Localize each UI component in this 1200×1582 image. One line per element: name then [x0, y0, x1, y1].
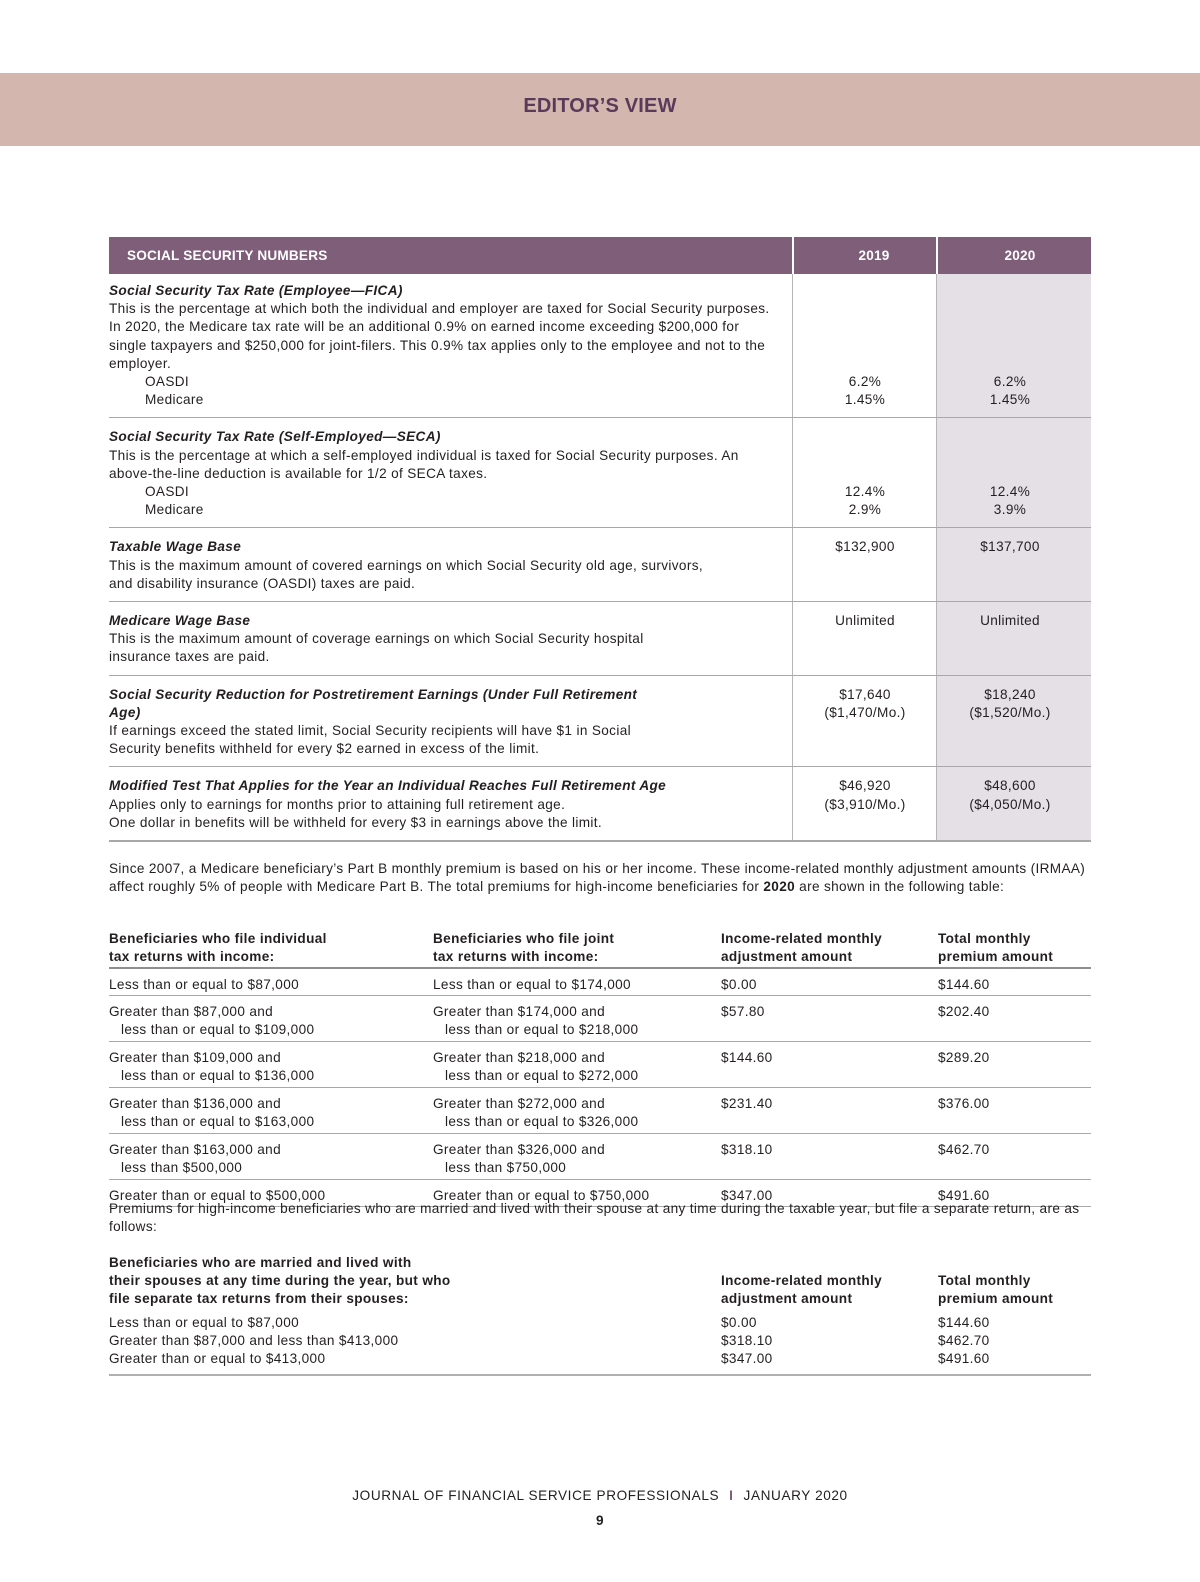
income-line: less than or equal to $326,000	[445, 1114, 639, 1130]
total-premium-cell: $376.00	[938, 1096, 990, 1111]
individual-income-cell	[109, 1095, 314, 1131]
header-title: SOCIAL SECURITY NUMBERS	[127, 248, 328, 263]
irmaa-table	[109, 930, 1091, 1207]
income-line: less than or equal to $109,000	[121, 1022, 315, 1038]
row-description: This is the percentage at which a self-employed individual is taxed for Social Security purposes. An above-the-line deduction is available for 1/2 of SECA taxes.	[109, 447, 739, 481]
income-line: less than $500,000	[121, 1160, 243, 1176]
value-cell: $132,900	[835, 539, 895, 555]
header-2019: 2019	[858, 248, 890, 263]
joint-income-cell	[433, 1141, 605, 1177]
header-line: Beneficiaries who file individual	[109, 931, 327, 946]
header-line: adjustment amount	[721, 949, 853, 965]
values-2019	[792, 483, 938, 519]
total-premium-cell: $462.70	[938, 1333, 990, 1349]
value-cell: $137,700	[980, 539, 1040, 555]
income-cell: Less than or equal to $87,000	[109, 1315, 300, 1330]
value-cell: ($3,910/Mo.)	[824, 796, 906, 812]
individual-income-cell	[109, 1003, 314, 1039]
joint-income-cell	[433, 976, 631, 994]
values-2019	[792, 686, 938, 722]
value-cell: 1.45%	[989, 392, 1031, 408]
value-cell: 12.4%	[989, 484, 1031, 500]
value-cell: 6.2%	[848, 374, 882, 390]
values-2020	[937, 777, 1083, 813]
income-line: Less than or equal to $174,000	[433, 977, 631, 992]
row-title: Modified Test That Applies for the Year an Individual Reaches Full Retirement Age	[109, 778, 667, 794]
values-2020	[937, 483, 1083, 519]
value-cell: 1.45%	[844, 392, 886, 408]
header-divider	[792, 237, 794, 274]
irmaa-intro-year: 2020	[763, 879, 796, 895]
header-line: tax returns with income:	[433, 949, 599, 965]
adjustment-cell: $318.10	[721, 1142, 773, 1157]
adjustment-cell: $144.60	[721, 1050, 773, 1065]
adjustment-cell: $0.00	[721, 977, 757, 992]
individual-income-cell	[109, 976, 299, 994]
header-line: premium amount	[938, 949, 1054, 965]
header-adjustment	[721, 1272, 882, 1308]
row-description: One dollar in benefits will be withheld for every $3 in earnings above the limit.	[109, 814, 603, 830]
value-cell: $46,920	[839, 778, 891, 794]
married-table	[109, 1254, 1091, 1376]
income-line: Greater than $218,000 and	[433, 1050, 606, 1065]
page-footer	[0, 1488, 1200, 1503]
header-adjustment	[721, 930, 882, 966]
total-premium-cell: $202.40	[938, 1004, 990, 1019]
married-intro: Premiums for high-income beneficiaries who are married and lived with their spouse at any time during the taxable year, but file a separate return, are as follows:	[109, 1201, 1080, 1235]
section-title: EDITOR’S VIEW	[523, 95, 677, 117]
row-description: If earnings exceed the stated limit, Social Security recipients will have $1 in Social Security benefits withheld for every $2 earned in excess of the limit.	[109, 723, 631, 757]
page-number: 9	[596, 1513, 604, 1528]
adjustment-cell: $0.00	[721, 1315, 757, 1330]
joint-income-cell	[433, 1049, 638, 1085]
total-premium-cell: $144.60	[938, 1315, 990, 1330]
row-title: Social Security Reduction for Postretirement Earnings (Under Full Retirement Age)	[109, 686, 638, 720]
joint-income-cell	[433, 1095, 638, 1131]
irmaa-intro-text: are shown in the following table:	[795, 879, 1005, 895]
header-line: Income-related monthly	[721, 1273, 883, 1288]
row-item-label: Medicare	[145, 502, 204, 518]
income-line: less than or equal to $163,000	[121, 1114, 315, 1130]
header-banner	[0, 73, 1200, 146]
individual-income-cell	[109, 1141, 281, 1177]
footer-separator: I	[729, 1488, 734, 1503]
row-description: This is the maximum amount of coverage earnings on which Social Security hospital insurance taxes are paid.	[109, 631, 644, 665]
header-line: premium amount	[938, 1291, 1054, 1307]
total-premium-cell: $491.60	[938, 1188, 990, 1203]
row-description: Applies only to earnings for months prior to attaining full retirement age.	[109, 796, 566, 812]
row-description: This is the maximum amount of covered earnings on which Social Security old age, survivors, and disability insurance (OASDI) taxes are paid.	[109, 557, 703, 591]
values-2020	[937, 373, 1083, 409]
row-item-label: OASDI	[145, 484, 190, 500]
row-title: Social Security Tax Rate (Self-Employed—SECA)	[109, 429, 441, 445]
income-line: Greater than $174,000 and	[433, 1004, 606, 1019]
adjustment-cell: $347.00	[721, 1351, 773, 1367]
income-line: Greater than or equal to $750,000	[433, 1188, 650, 1203]
total-premium-cell: $462.70	[938, 1142, 990, 1157]
income-cell: Greater than or equal to $413,000	[109, 1351, 326, 1367]
journal-name: JOURNAL OF FINANCIAL SERVICE PROFESSIONALS	[352, 1488, 720, 1503]
irmaa-rows	[109, 969, 1091, 1207]
header-total	[938, 1272, 1053, 1308]
value-cell: $17,640	[839, 686, 891, 702]
value-cell: ($4,050/Mo.)	[969, 796, 1051, 812]
adjustment-cell: $231.40	[721, 1096, 773, 1111]
adjustment-cell: $57.80	[721, 1004, 765, 1019]
income-line: Greater than $272,000 and	[433, 1096, 606, 1111]
income-line: less than or equal to $136,000	[121, 1068, 315, 1084]
header-line: file separate tax returns from their spouses:	[109, 1291, 409, 1307]
income-cell: Greater than $87,000 and less than $413,000	[109, 1333, 399, 1349]
individual-income-cell	[109, 1049, 314, 1085]
table-row	[109, 418, 1091, 528]
income-line: Greater than $109,000 and	[109, 1050, 282, 1065]
adjustment-cell: $318.10	[721, 1333, 773, 1349]
value-cell: ($1,470/Mo.)	[824, 704, 906, 720]
income-line: Greater than $163,000 and	[109, 1142, 282, 1157]
values-2020	[937, 686, 1083, 722]
value-cell: ($1,520/Mo.)	[969, 704, 1051, 720]
table-row	[109, 602, 1091, 676]
income-line: Greater than or equal to $500,000	[109, 1188, 326, 1203]
total-premium-cell: $491.60	[938, 1351, 990, 1367]
social-security-numbers-table	[109, 237, 1091, 842]
row-item-label: OASDI	[145, 374, 190, 390]
table-header	[109, 237, 1091, 274]
header-total	[938, 930, 1053, 966]
table-row	[109, 1088, 1091, 1134]
values-2019	[792, 777, 938, 813]
header-divider	[936, 237, 938, 274]
married-rows	[109, 1312, 1091, 1376]
header-line: Income-related monthly	[721, 931, 883, 946]
row-title: Taxable Wage Base	[109, 539, 242, 555]
header-line: Beneficiaries who file joint	[433, 931, 615, 946]
income-line: less than $750,000	[445, 1160, 567, 1176]
irmaa-intro-text: Since 2007, a Medicare beneficiary’s Part B monthly premium is based on his or her income. These income-related monthly adjustment amounts (IRMAA) affect roughly 5% of people with Medicare Part B. The total premiums for high-income beneficiaries for	[109, 861, 1086, 895]
row-title: Social Security Tax Rate (Employee—FICA)	[109, 283, 403, 298]
income-line: Greater than $326,000 and	[433, 1142, 606, 1157]
row-title: Medicare Wage Base	[109, 613, 251, 629]
issue-date: JANUARY 2020	[743, 1488, 848, 1503]
header-line: their spouses at any time during the year, but who	[109, 1273, 451, 1289]
value-cell: $48,600	[984, 778, 1036, 794]
adjustment-cell: $347.00	[721, 1188, 773, 1203]
value-cell: $18,240	[984, 686, 1036, 702]
header-joint	[433, 930, 614, 966]
header-line: Total monthly	[938, 931, 1031, 946]
income-line: Greater than $87,000 and	[109, 1004, 274, 1019]
row-description: This is the percentage at which both the individual and employer are taxed for Social Security purposes. In 2020, the Medicare tax rate will be an additional 0.9% on earned income exceeding $200,000 for single taxpayers and $250,000 for joint-filers. This 0.9% tax applies only to the employee and not to the employer.	[109, 301, 770, 371]
table-row	[109, 274, 1091, 418]
header-line: Total monthly	[938, 1273, 1031, 1288]
income-line: less than or equal to $272,000	[445, 1068, 639, 1084]
value-cell: Unlimited	[835, 613, 895, 629]
income-line: less than or equal to $218,000	[445, 1022, 639, 1038]
value-cell: 3.9%	[993, 502, 1027, 518]
total-premium-cell: $289.20	[938, 1050, 990, 1065]
header-line: adjustment amount	[721, 1291, 853, 1307]
income-line: Less than or equal to $87,000	[109, 977, 300, 992]
table-row	[109, 1042, 1091, 1088]
married-table-header	[109, 1254, 1091, 1312]
table-row	[109, 969, 1091, 996]
header-line: Beneficiaries who are married and lived with	[109, 1255, 412, 1270]
irmaa-intro	[109, 860, 1091, 896]
header-2020: 2020	[1004, 248, 1036, 263]
table-body	[109, 274, 1091, 842]
header-line: tax returns with income:	[109, 949, 275, 965]
row-item-label: Medicare	[145, 392, 204, 408]
values-2019	[792, 373, 938, 409]
joint-income-cell	[433, 1003, 638, 1039]
income-line: Greater than $136,000 and	[109, 1096, 282, 1111]
table-row	[109, 767, 1091, 842]
header-individual	[109, 930, 327, 966]
value-cell: Unlimited	[980, 613, 1040, 629]
value-cell: 2.9%	[848, 502, 882, 518]
value-cell: 6.2%	[993, 374, 1027, 390]
table-row	[109, 1134, 1091, 1180]
table-row	[109, 676, 1091, 768]
total-premium-cell: $144.60	[938, 977, 990, 992]
irmaa-table-header	[109, 930, 1091, 969]
table-row	[109, 528, 1091, 602]
value-cell: 12.4%	[844, 484, 886, 500]
table-row	[109, 996, 1091, 1042]
header-married	[109, 1254, 451, 1309]
